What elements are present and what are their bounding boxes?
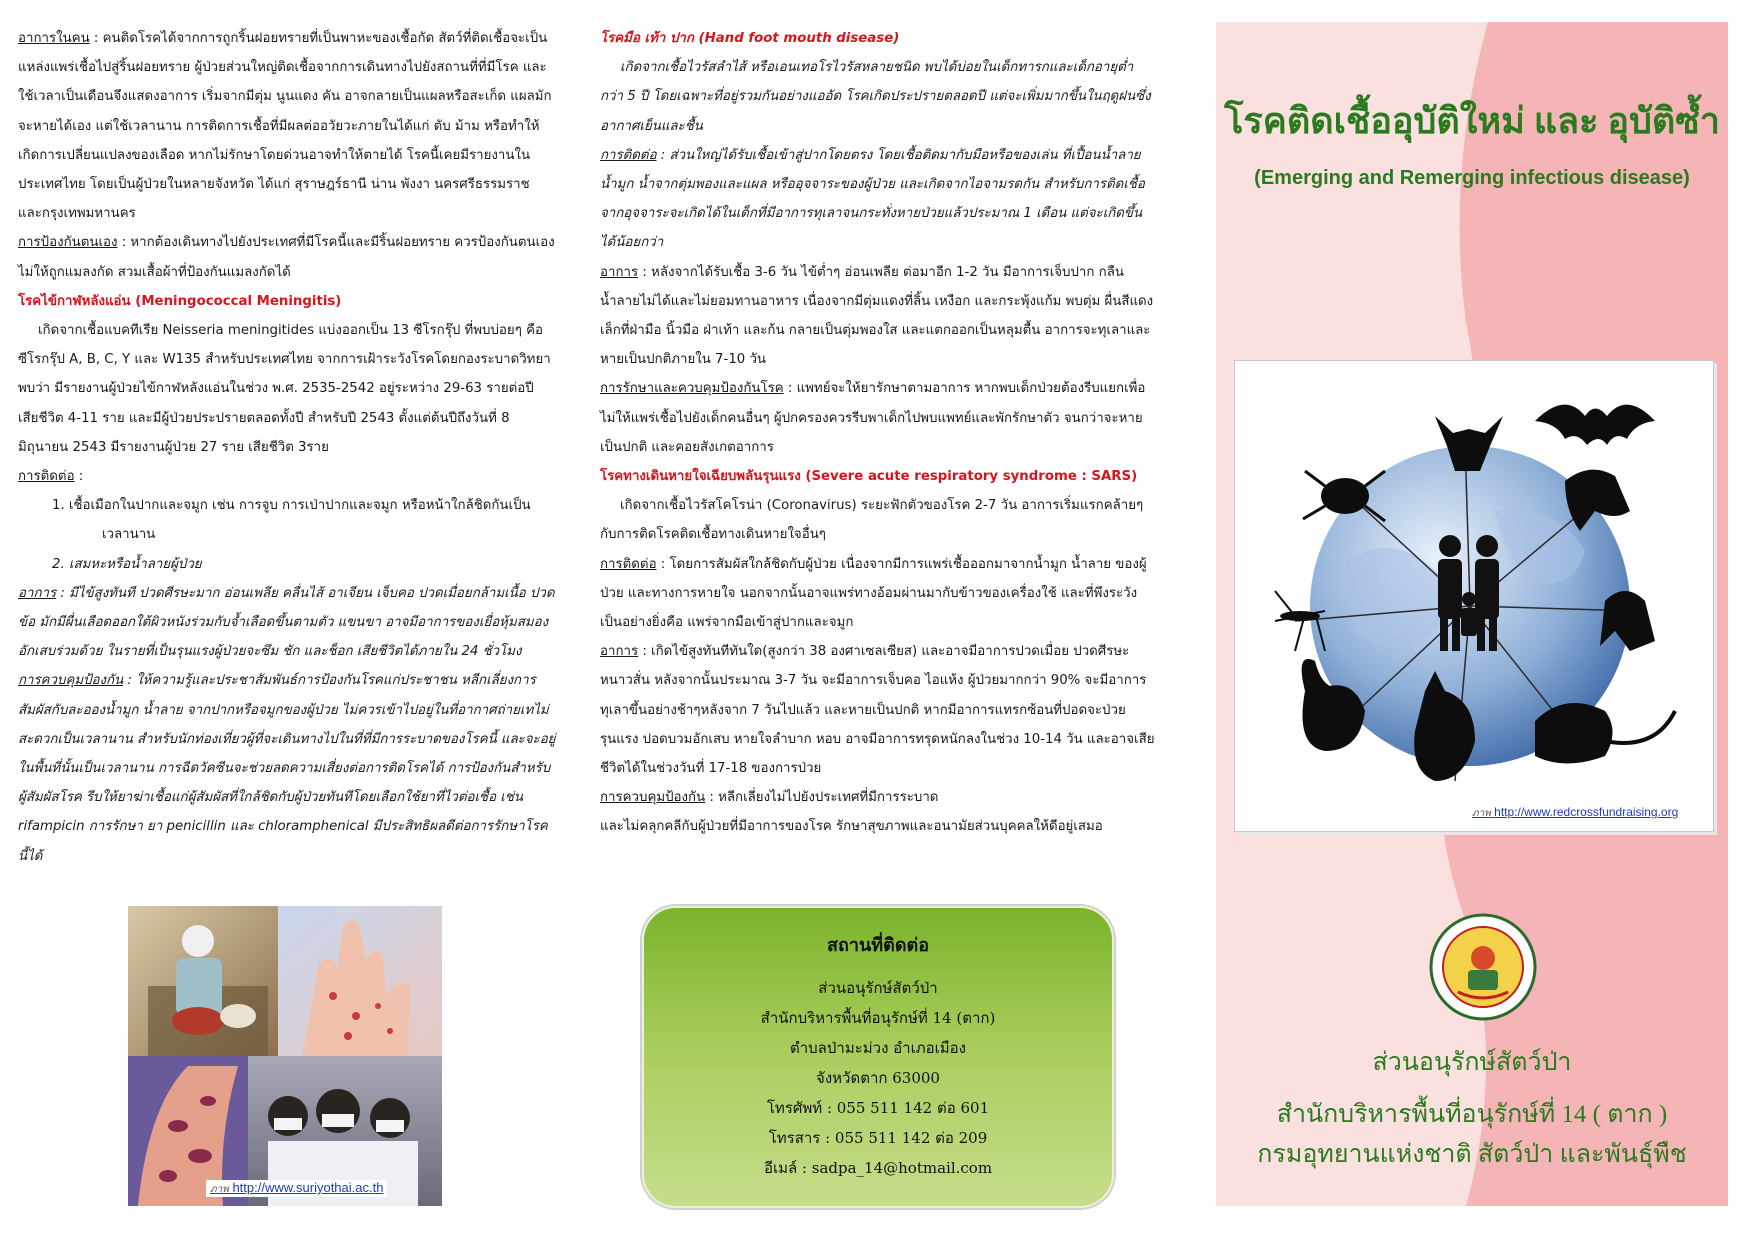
cover-title-english: (Emerging and Remerging infectious disease) (1254, 167, 1690, 189)
contact-email[interactable]: อีเมล์ : sadpa_14@hotmail.com (763, 1159, 993, 1177)
label-symptoms: อาการ (600, 644, 639, 660)
heading-hfmd: โรคมือ เท้า ปาก (Hand foot mouth disease) (600, 31, 900, 46)
text-symptoms: : เกิดไข้สูงทันทีทันใด(สูงกว่า 38 องศาเซลเซียส) และอาจมีอาการปวดเมื่อย ปวดศีรษะ หนาวสั่น หลังจากนั้นประมาณ 3-7 วัน จะมีอาการเจ็บคอ ไอแห้ง ผู้ป่วยมากกว่า 90% จะมีอาการทุเลาขึ้นอย่างช้าๆหลังจาก 7 วันไปแล้ว และหายเป็นปกติ หากมีอาการแทรกซ้อนที่ปอดจะป่วยรุนแรง ปอดบวมอักเสบ หายใจลำบาก หอบ อาจมีอาการทรุดหนักลงในช่วง 10-14 วัน และอาจเสียชีวิตได้ในช่วงวันที่ 17-18 ของการป่วย (600, 644, 1155, 777)
text-symptoms-human: : คนติดโรคได้จากการถูกริ้นฝอยทรายที่เป็นพาหะของเชื้อกัด สัตว์ที่ติดเชื้อจะเป็นแหล่งแพร่เชื้อไปสู่ริ้นฝอยทราย ผู้ป่วยส่วนใหญ่ติดเชื้อจากการเดินทางไปยังสถานที่ที่มีโรค และใช้เวลาเป็นเดือนจึงแสดงอาการ เริ่มจากมีตุ่ม นูนแดง คัน อาจกลายเป็นแผลหรือสะเก็ด แผลมักจะหายได้เอง แต่ใช้เวลานาน การติดการเชื้อที่มีผลต่ออวัยวะภายในได้แก่ ตับ ม้าม หรือทำให้เกิดการเปลี่ยนแปลงของเลือด หากไม่รักษาโดยด่วนอาจทำให้ตายได้ โรคนี้เคยมีรายงานในประเทศไทย โดยเป็นผู้ป่วยในหลายจังหวัด ได้แก่ สุราษฎร์ธานี น่าน พังงา นครศรีธรรมราช และกรุงเทพมหานคร (18, 31, 552, 222)
label-symptoms: อาการ (18, 585, 57, 601)
contact-box (642, 906, 1114, 1208)
contact-line: จังหวัดตาก 63000 (816, 1069, 940, 1087)
colon: : (74, 469, 84, 485)
text-control: : หลีกเลี่ยงไม่ไปยังประเทศที่มีการระบาด (705, 790, 939, 806)
org-name-line2: สำนักบริหารพื้นที่อนุรักษ์ที่ 14 ( ตาก ) (1276, 1101, 1668, 1128)
paragraph-hfmd-transmission (600, 141, 1156, 258)
paragraph-meningitis-transmission (18, 462, 556, 491)
column-left (18, 24, 556, 871)
contact-fax: โทรสาร : 055 511 142 ต่อ 209 (768, 1129, 988, 1147)
globe-animals-image (1235, 361, 1713, 831)
contact-phone: โทรศัพท์ : 055 511 142 ต่อ 601 (766, 1099, 990, 1117)
illustration-credit-label: ภาพ (1472, 808, 1491, 819)
label-transmission: การติดต่อ (600, 556, 657, 572)
paragraph-sars-control (600, 783, 1156, 812)
text-transmission: : ส่วนใหญ่ได้รับเชื้อเข้าสู่ปากโดยตรง โดยเชื้อติดมากับมือหรือของเล่น ที่เปื้อนน้ำลาย น้ำมูก น้ำจากตุ่มพองและแผล หรืออุจจาระของผู้ป่วย และเกิดจากไอจามรดกัน สำหรับการติดเชื้อจากอุจจาระจะเกิดได้ในเด็กที่มีอาการทุเลาจนกระทั่งหายป่วยแล้วประมาณ 1 เดือน แต่จะเกิดขึ้นได้น้อยกว่า (600, 147, 1145, 251)
department-seal-icon (1428, 912, 1538, 1022)
paragraph-symptoms-human (18, 24, 556, 228)
illustration-credit (1472, 805, 1678, 821)
contact-line: สำนักบริหารพื้นที่อนุรักษ์ที่ 14 (ตาก) (760, 1009, 996, 1027)
cover-panel (1216, 22, 1728, 1206)
text-symptoms: : หลังจากได้รับเชื้อ 3-6 วัน ไข้ต่ำๆ อ่อนเพลีย ต่อมาอีก 1-2 วัน มีอาการเจ็บปาก กลืนน้ำลายไม่ได้และไม่ยอมทานอาหาร เนื่องจากมีตุ่มแดงที่ลิ้น เหงือก และกระพุ้งแก้ม พบตุ่ม ผื่นสีแดงเล็กที่ฝ่ามือ นิ้วมือ ฝ่าเท้า และก้น กลายเป็นตุ่มพองใส และแตกออกเป็นหลุมตื้น อาการจะทุเลาและหายเป็นปกติภายใน 7-10 วัน (600, 264, 1154, 368)
text-symptoms: : มีไข้สูงทันที ปวดศีรษะมาก อ่อนเพลีย คลื่นไส้ อาเจียน เจ็บคอ ปวดเมื่อยกล้ามเนื้อ ปวดข้อ มักมีผื่นเลือดออกใต้ผิวหนังร่วมกับจ้ำเลือดขึ้นตามตัว แขนขา อาจมีอาการของเยื่อหุ้มสมองอักเสบร่วมด้วย ในรายที่เป็นรุนแรงผู้ป่วยจะซึม ชัก และช็อก เสียชีวิตได้ภายใน 24 ชั่วโมง (18, 585, 555, 660)
paragraph-meningitis-control (18, 666, 556, 870)
collage-image (128, 906, 442, 1206)
label-self-protection: การป้องกันตนเอง (18, 235, 118, 251)
photo-credit (206, 1180, 387, 1197)
label-symptoms: อาการ (600, 264, 639, 280)
label-transmission: การติดต่อ (600, 147, 657, 163)
heading-sars: โรคทางเดินหายใจเฉียบพลันรุนแรง (Severe acute respiratory syndrome : SARS) (600, 469, 1138, 485)
department-seal (1428, 912, 1538, 1026)
paragraph-sars-intro: เกิดจากเชื้อไวรัสโคโรน่า (Coronavirus) ระยะฟักตัวของโรค 2-7 วัน อาการเริ่มแรกคล้ายๆกับการติดโรคติดเชื้อทางเดินหายใจอื่นๆ (600, 498, 1144, 543)
contact-line: ส่วนอนุรักษ์สัตว์ป่า (818, 979, 938, 997)
paragraph-hfmd-symptoms (600, 258, 1156, 375)
photo-collage (128, 906, 442, 1206)
paragraph-self-protection (18, 228, 556, 286)
photo-credit-label: ภาพ (210, 1184, 229, 1195)
label-control: การควบคุมป้องกัน (600, 790, 706, 806)
label-symptoms-human: อาการในคน (18, 31, 90, 46)
transmission-list (18, 491, 556, 579)
paragraph-sars-control-cont: และไม่คลุกคลีกับผู้ป่วยที่มีอาการของโรค รักษาสุขภาพและอนามัยส่วนบุคคลให้ดีอยู่เสมอ (600, 819, 1103, 835)
label-control: การควบคุมป้องกัน (18, 673, 124, 689)
text-transmission: : โดยการสัมผัสใกล้ชิดกับผู้ป่วย เนื่องจากมีการแพร่เชื้อออกมาจากน้ำมูก น้ำลาย ของผู้ป่วย และทางการหายใจ นอกจากนั้นอาจแพร่ทางอ้อมผ่านมากับข้าวของเครื่องใช้ และที่พึงระวังเป็นอย่างยิ่งคือ แพร่จากมือเข้าสู่ปากและจมูก (600, 556, 1147, 631)
list-item: 2. เสมหะหรือน้ำลายผู้ป่วย (52, 556, 202, 572)
label-treatment: การรักษาและควบคุมป้องกันโรค (600, 381, 784, 397)
label-transmission: การติดต่อ (18, 469, 75, 485)
text-treatment: : แพทย์จะให้ยารักษาตามอาการ หากพบเด็กป่วยต้องรีบแยกเพื่อไม่ให้แพร่เชื้อไปยังเด็กคนอื่นๆ ผู้ปกครองควรรีบพาเด็กไปพบแพทย์และพักรักษาตัว จนกว่าจะหายเป็นปกติ และคอยสังเกตอาการ (600, 381, 1146, 455)
contact-title: สถานที่ติดต่อ (826, 935, 930, 956)
contact-line: ตำบลป่ามะม่วง อำเภอเมือง (790, 1039, 966, 1057)
heading-meningitis: โรคไข้กาฬหลังแอ่น (Meningococcal Meningitis) (18, 293, 342, 309)
cover-title-thai: โรคติดเชื้ออุบัติใหม่ และ อุบัติซ้ำ (1224, 101, 1720, 141)
org-name-line3: กรมอุทยานแห่งชาติ สัตว์ป่า และพันธุ์พืช (1257, 1141, 1687, 1168)
org-name-line1: ส่วนอนุรักษ์สัตว์ป่า (1372, 1049, 1572, 1076)
paragraph-sars-transmission (600, 550, 1156, 638)
text-control: : ให้ความรู้และประชาสัมพันธ์การป้องกันโรคแก่ประชาชน หลีกเลี่ยงการสัมผัสกับละอองน้ำมูก น้ำลาย จากปากหรือจมูกของผู้ป่วย ไม่ควรเข้าไปอยู่ในที่อากาศถ่ายเทไม่สะดวกเป็นเวลานาน สำหรับนักท่องเที่ยวผู้ที่จะเดินทางไปในที่ที่มีการระบาดของโรคนี้ และจะอยู่ในพื้นที่นั้นเป็นเวลานาน การฉีดวัคซีนจะช่วยลดความเสี่ยงต่อการติดโรคได้ การป้องกันสำหรับผู้สัมผัสโรค รีบให้ยาฆ่าเชื้อแก่ผู้สัมผัสที่ใกล้ชิดกับผู้ป่วยทันทีโดยเลือกใช้ยาที่ไวต่อเชื้อ เช่น rifampicin การรักษา ยา penicillin และ chloramphenical มีประสิทธิผลดีต่อการรักษาโรคนี้ได้ (18, 673, 556, 864)
list-item-continuation: เวลานาน (102, 527, 156, 543)
paragraph-meningitis-intro: เกิดจากเชื้อแบคทีเรีย Neisseria meningitides แบ่งออกเป็น 13 ซีโรกรุ๊ป ที่พบบ่อยๆ คือ ซีโรกรุ๊ป A, B, C, Y และ W135 สำหรับประเทศไทย จากการเฝ้าระวังโรคโดยกองระบาดวิทยาพบว่า มีรายงานผู้ป่วยไข้กาฬหลังแอ่นในช่วง พ.ศ. 2535-2542 อยู่ระหว่าง 29-63 รายต่อปี เสียชีวิต 4-11 ราย และมีผู้ป่วยประปรายตลอดทั้งปี สำหรับปี 2543 ตั้งแต่ต้นปีถึงวันที่ 8 มิถุนายน 2543 มีรายงานผู้ป่วย 27 ราย เสียชีวิต 3ราย (18, 323, 551, 455)
paragraph-sars-symptoms (600, 637, 1156, 783)
list-item: 1. เชื้อเมือกในปากและจมูก เช่น การจูบ การเป่าปากและจมูก หรือหน้าใกล้ชิดกันเป็น (52, 498, 531, 514)
illustration-credit-link[interactable]: http://www.redcrossfundraising.org (1494, 805, 1679, 819)
column-middle (600, 24, 1156, 842)
paragraph-hfmd-intro: เกิดจากเชื้อไวรัสลำไส้ หรือเอนเทอโรไวรัสหลายชนิด พบได้บ่อยในเด็กทารกและเด็กอายุต่ำกว่า 5 ปี โดยเฉพาะที่อยู่รวมกันอย่างแออัด โรคเกิดประปรายตลอดปี แต่จะเพิ่มมากขึ้นในฤดูฝนซึ่งอากาศเย็นและชื้น (600, 60, 1151, 134)
paragraph-meningitis-symptoms (18, 579, 556, 667)
text-self-protection: : หากต้องเดินทางไปยังประเทศที่มีโรคนี้และมีริ้นฝอยทราย ควรป้องกันตนเองไม่ให้ถูกแมลงกัด สวมเสื้อผ้าที่ป้องกันแมลงกัดได้ (18, 235, 555, 280)
photo-credit-link[interactable]: http://www.suriyothai.ac.th (232, 1180, 384, 1195)
paragraph-hfmd-treatment (600, 374, 1156, 462)
zoonosis-illustration (1234, 360, 1714, 832)
